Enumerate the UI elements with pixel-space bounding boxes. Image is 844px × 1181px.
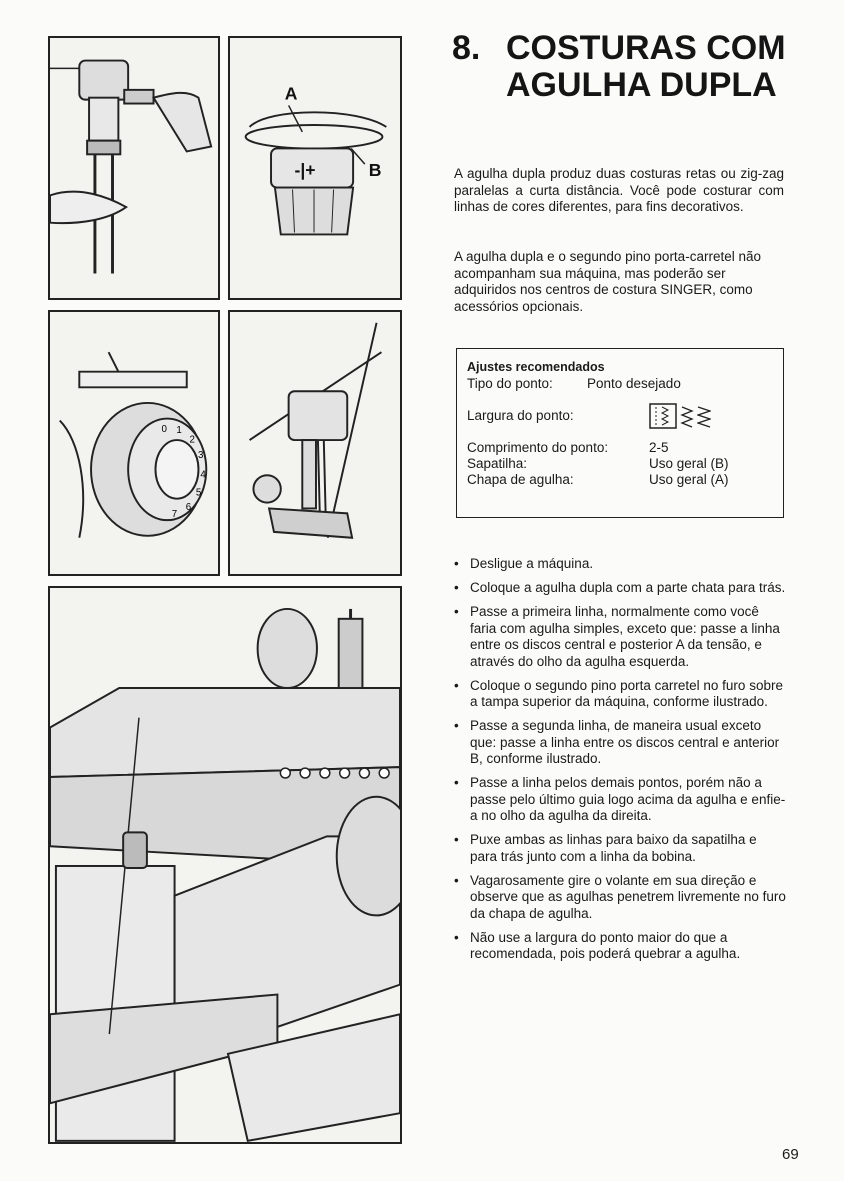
dial-number: 7: [171, 508, 178, 520]
label-minus-plus: -|+: [294, 159, 316, 180]
label-b: B: [368, 159, 382, 180]
illustration-tension-discs: [228, 36, 402, 300]
list-item: • Passe a linha pelos demais pontos, porém não a passe pelo último guia logo acima da agulha e enfie-a no olho da agulha da direita.: [452, 775, 786, 825]
twin-needle-drawing: [50, 38, 218, 298]
illustration-machine-spool: [48, 586, 402, 1144]
dial-number: 1: [176, 424, 182, 436]
illustration-tension-dial: [48, 310, 220, 576]
zigzag-wide-icon: [697, 403, 711, 429]
settings-row-stitch-type: [467, 376, 773, 392]
settings-label: Chapa de agulha:: [467, 472, 574, 487]
list-item: • Desligue a máquina.: [452, 556, 786, 573]
dial-number: 6: [185, 501, 192, 513]
dial-number: 3: [197, 450, 204, 462]
list-item: • Puxe ambas as linhas para baixo da sapatilha e para trás junto com a linha da bobina.: [452, 832, 786, 865]
stitch-width-icons: [649, 403, 711, 429]
settings-value: 2-5: [649, 440, 669, 455]
settings-value: Uso geral (B): [649, 456, 729, 471]
zigzag-narrow-icon: [680, 403, 694, 429]
page-number: 69: [782, 1146, 799, 1163]
list-item: • Não use a largura do ponto maior do que a recomendada, pois poderá quebrar a agulha.: [452, 930, 786, 963]
chapter-title: COSTURAS COM AGULHA DUPLA: [506, 29, 786, 104]
settings-row-stitch-width: [467, 403, 773, 429]
settings-label: Largura do ponto:: [467, 408, 574, 423]
settings-row-stitch-length: [467, 440, 773, 456]
illustration-presser-foot: [228, 310, 402, 576]
settings-label: Comprimento do ponto:: [467, 440, 609, 455]
presser-foot-drawing: [230, 312, 400, 574]
chapter-number: 8.: [452, 29, 481, 67]
settings-value: Ponto desejado: [587, 376, 681, 391]
machine-drawing: [50, 588, 400, 1142]
list-item: • Passe a primeira linha, normalmente como você faria com agulha simples, exceto que: passe a linha entre os discos central e posterior A da tensão, e através do olho da agulha esquerda.: [452, 604, 786, 670]
settings-value: Uso geral (A): [649, 472, 729, 487]
intro-paragraph: A agulha dupla produz duas costuras retas ou zig-zag paralelas a curta distância. Você pode costurar com linhas de cores diferentes, para fins decorativos.: [454, 166, 784, 214]
recommended-settings-box: [456, 348, 784, 518]
list-item: • Coloque o segundo pino porta carretel no furo sobre a tampa superior da máquina, conforme ilustrado.: [452, 678, 786, 711]
list-item: • Passe a segunda linha, de maneira usual exceto que: passe a linha entre os discos central e anterior B, conforme ilustrado.: [452, 718, 786, 768]
list-item: • Coloque a agulha dupla com a parte chata para trás.: [452, 580, 786, 597]
tension-dial-drawing: [50, 312, 218, 574]
settings-label: Sapatilha:: [467, 456, 528, 471]
illustration-twin-needle: [48, 36, 220, 300]
settings-row-needle-plate: [467, 472, 773, 488]
list-item: • Vagarosamente gire o volante em sua direção e observe que as agulhas penetrem livremente no furo da chapa de agulha.: [452, 873, 786, 923]
settings-heading: Ajustes recomendados: [467, 360, 605, 374]
dial-number: 0: [161, 423, 167, 435]
dial-number: 2: [189, 434, 195, 446]
dial-number: 4: [200, 469, 206, 481]
settings-label: Tipo do ponto:: [467, 376, 553, 391]
label-a: A: [284, 83, 298, 104]
dial-number: 5: [195, 487, 202, 499]
accessories-paragraph: A agulha dupla e o segundo pino porta-carretel não acompanham sua máquina, mas poderão ser adquiridos nos centros de costura SINGER, como acessórios opcionais.: [454, 249, 761, 314]
stitch-width-box-icon: [649, 403, 677, 429]
settings-row-presser-foot: [467, 456, 773, 472]
tension-discs-drawing: [230, 38, 400, 298]
instruction-list: [452, 556, 786, 970]
